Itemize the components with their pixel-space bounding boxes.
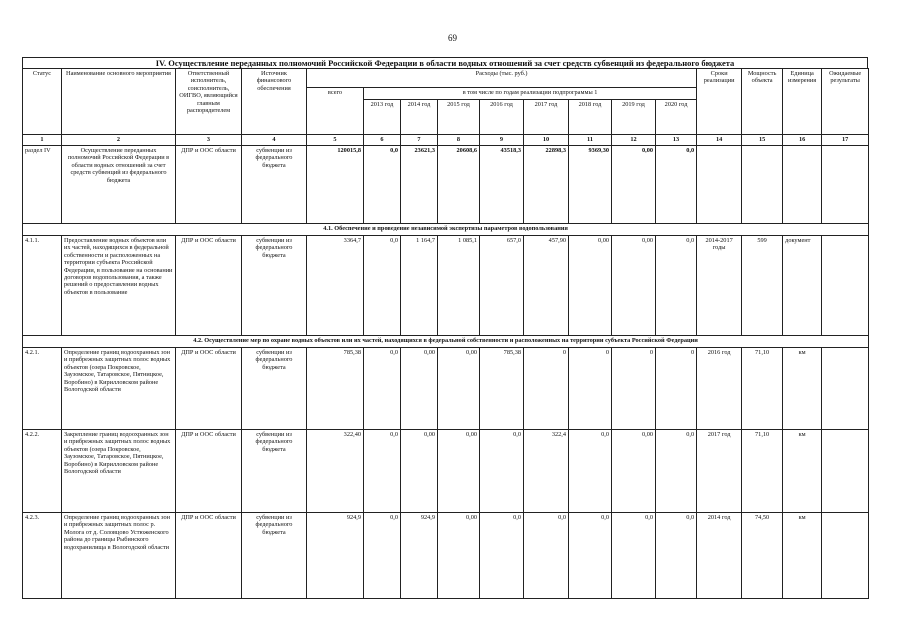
row-2018: 9369,30 <box>569 146 612 224</box>
row-status: 4.2.3. <box>23 513 62 599</box>
header-unit: Единица измерения <box>783 69 822 135</box>
row-2015: 0,00 <box>438 513 480 599</box>
header-year: 2015 год <box>438 100 480 135</box>
row-2013: 0,0 <box>364 348 401 430</box>
header-year: 2019 год <box>612 100 656 135</box>
row-2020: 0,0 <box>656 146 697 224</box>
row-unit: документ <box>783 236 822 336</box>
row-name: Определение границ водоохранных зон и прибрежных защитных полос р. Молога от д. Соловцово Устюженского района до границы Рыбинского водохранилища в Вологодской области <box>62 513 176 599</box>
column-number: 10 <box>524 135 569 146</box>
row-power: 599 <box>742 236 783 336</box>
row-terms: 2017 год <box>697 430 742 513</box>
row-2018: 0,00 <box>569 236 612 336</box>
row-results <box>822 430 869 513</box>
row-terms: 2016 год <box>697 348 742 430</box>
row-2017: 0 <box>524 348 569 430</box>
column-number: 9 <box>480 135 524 146</box>
row-responsible: ДПР и ООС области <box>176 513 242 599</box>
row-status: 4.1.1. <box>23 236 62 336</box>
row-2014: 0,00 <box>401 430 438 513</box>
table-row-4-2-2 <box>23 430 869 513</box>
row-power <box>742 146 783 224</box>
section-title-4-2: 4.2. Осуществление мер по охране водных объектов или их частей, находящихся в федеральной собственности и расположенных на территории субъекта Российской Федерации <box>23 336 869 348</box>
column-number: 4 <box>242 135 307 146</box>
column-number: 2 <box>62 135 176 146</box>
header-row-1 <box>23 69 869 88</box>
header-expenses: Расходы (тыс. руб.) <box>307 69 697 88</box>
row-terms: 2014-2017 годы <box>697 236 742 336</box>
row-source: субвенции из федерального бюджета <box>242 513 307 599</box>
row-2014: 23621,3 <box>401 146 438 224</box>
section-title: IV. Осуществление переданных полномочий Российской Федерации в области водных отношений за счет средств субвенций из федерального бюджета <box>22 57 868 69</box>
row-2020: 0,0 <box>656 236 697 336</box>
row-total: 785,38 <box>307 348 364 430</box>
row-total: 3364,7 <box>307 236 364 336</box>
row-2017: 22898,3 <box>524 146 569 224</box>
row-unit <box>783 146 822 224</box>
header-by-years: в том числе по годам реализации подпрограммы 1 <box>364 88 697 100</box>
table-row-section-iv <box>23 146 869 224</box>
row-source: субвенции из федерального бюджета <box>242 430 307 513</box>
row-responsible: ДПР и ООС области <box>176 348 242 430</box>
row-2017: 322,4 <box>524 430 569 513</box>
header-status: Статус <box>23 69 62 135</box>
row-total: 322,40 <box>307 430 364 513</box>
header-year: 2018 год <box>569 100 612 135</box>
row-results <box>822 236 869 336</box>
row-2014: 0,00 <box>401 348 438 430</box>
row-2016: 43518,3 <box>480 146 524 224</box>
row-power: 71,10 <box>742 348 783 430</box>
column-number: 16 <box>783 135 822 146</box>
header-power: Мощность объекта <box>742 69 783 135</box>
row-2013: 0,0 <box>364 236 401 336</box>
row-responsible: ДПР и ООС области <box>176 430 242 513</box>
column-number: 8 <box>438 135 480 146</box>
row-2017: 457,90 <box>524 236 569 336</box>
row-2018: 0,0 <box>569 430 612 513</box>
row-2019: 0 <box>612 348 656 430</box>
row-2013: 0,0 <box>364 146 401 224</box>
row-2019: 0,00 <box>612 236 656 336</box>
row-responsible: ДПР и ООС области <box>176 236 242 336</box>
table-row-4-2-3 <box>23 513 869 599</box>
row-total: 924,9 <box>307 513 364 599</box>
row-name: Определение границ водоохранных зон и прибрежных защитных полос водных объектов (озера Покровское, Заузомское, Татаровское, Пятницкое, Воробино) в Кирилловском районе Вологодской области <box>62 348 176 430</box>
row-unit: км <box>783 348 822 430</box>
header-total: всего <box>307 88 364 135</box>
column-number: 17 <box>822 135 869 146</box>
row-name: Осуществление переданных полномочий Российской Федерации в области водных отношений за счет средств субвенций из федерального бюджета <box>62 146 176 224</box>
column-numbers-row <box>23 135 869 146</box>
row-2013: 0,0 <box>364 513 401 599</box>
column-number: 14 <box>697 135 742 146</box>
row-source: субвенции из федерального бюджета <box>242 348 307 430</box>
header-year: 2013 год <box>364 100 401 135</box>
section-title-4-1: 4.1. Обеспечение и проведение независимой экспертизы параметров водопользования <box>23 224 869 236</box>
row-2017: 0,0 <box>524 513 569 599</box>
column-number: 13 <box>656 135 697 146</box>
header-terms: Сроки реализации <box>697 69 742 135</box>
row-2019: 0,0 <box>612 513 656 599</box>
column-number: 7 <box>401 135 438 146</box>
row-responsible: ДПР и ООС области <box>176 146 242 224</box>
header-source: Источник финансового обеспечения <box>242 69 307 135</box>
row-2016: 0,0 <box>480 513 524 599</box>
row-results <box>822 513 869 599</box>
header-year: 2020 год <box>656 100 697 135</box>
row-2016: 0,0 <box>480 430 524 513</box>
row-2015: 0,00 <box>438 430 480 513</box>
header-name: Наименование основного мероприятия <box>62 69 176 135</box>
row-2013: 0,0 <box>364 430 401 513</box>
row-power: 71,10 <box>742 430 783 513</box>
row-results <box>822 348 869 430</box>
row-status: 4.2.1. <box>23 348 62 430</box>
header-year: 2017 год <box>524 100 569 135</box>
row-2016: 785,38 <box>480 348 524 430</box>
row-2015: 1 085,1 <box>438 236 480 336</box>
row-source: субвенции из федерального бюджета <box>242 146 307 224</box>
row-2020: 0,0 <box>656 513 697 599</box>
row-total: 120015,8 <box>307 146 364 224</box>
section-header-4-1 <box>23 224 869 236</box>
column-number: 6 <box>364 135 401 146</box>
row-name: Закрепление границ водоохранных зон и прибрежных защитных полос водных объектов (озера Покровское, Заузомское, Татаровское, Пятницкое, Воробино) в Кирилловском районе Вологодской области <box>62 430 176 513</box>
header-responsible: Ответственный исполнитель, соисполнитель, ОИГВО, являющийся главным распорядителем <box>176 69 242 135</box>
header-results: Ожидаемые результаты <box>822 69 869 135</box>
row-results <box>822 146 869 224</box>
column-number: 15 <box>742 135 783 146</box>
row-2015: 0,00 <box>438 348 480 430</box>
row-terms: 2014 год <box>697 513 742 599</box>
row-name: Предоставление водных объектов или их частей, находящихся в федеральной собственности и расположенных на территории субъекта Российской Федерации, в пользование на основании договоров водопользования, а также решений о предоставлении водных объектов в пользование <box>62 236 176 336</box>
row-status: 4.2.2. <box>23 430 62 513</box>
row-2020: 0 <box>656 348 697 430</box>
row-status: раздел IV <box>23 146 62 224</box>
row-source: субвенции из федерального бюджета <box>242 236 307 336</box>
column-number: 11 <box>569 135 612 146</box>
row-2016: 657,0 <box>480 236 524 336</box>
subprogram-table <box>22 68 869 599</box>
row-unit: км <box>783 430 822 513</box>
row-2018: 0 <box>569 348 612 430</box>
row-2020: 0,0 <box>656 430 697 513</box>
row-2019: 0,00 <box>612 430 656 513</box>
section-header-4-2 <box>23 336 869 348</box>
row-power: 74,50 <box>742 513 783 599</box>
row-unit: км <box>783 513 822 599</box>
column-number: 3 <box>176 135 242 146</box>
table-row-4-2-1 <box>23 348 869 430</box>
table-row-4-1-1 <box>23 236 869 336</box>
row-2019: 0,00 <box>612 146 656 224</box>
row-terms <box>697 146 742 224</box>
row-2018: 0,0 <box>569 513 612 599</box>
column-number: 1 <box>23 135 62 146</box>
header-year: 2014 год <box>401 100 438 135</box>
header-year: 2016 год <box>480 100 524 135</box>
page-number: 69 <box>448 33 457 43</box>
row-2015: 20608,6 <box>438 146 480 224</box>
row-2014: 924,9 <box>401 513 438 599</box>
column-number: 12 <box>612 135 656 146</box>
row-2014: 1 164,7 <box>401 236 438 336</box>
column-number: 5 <box>307 135 364 146</box>
